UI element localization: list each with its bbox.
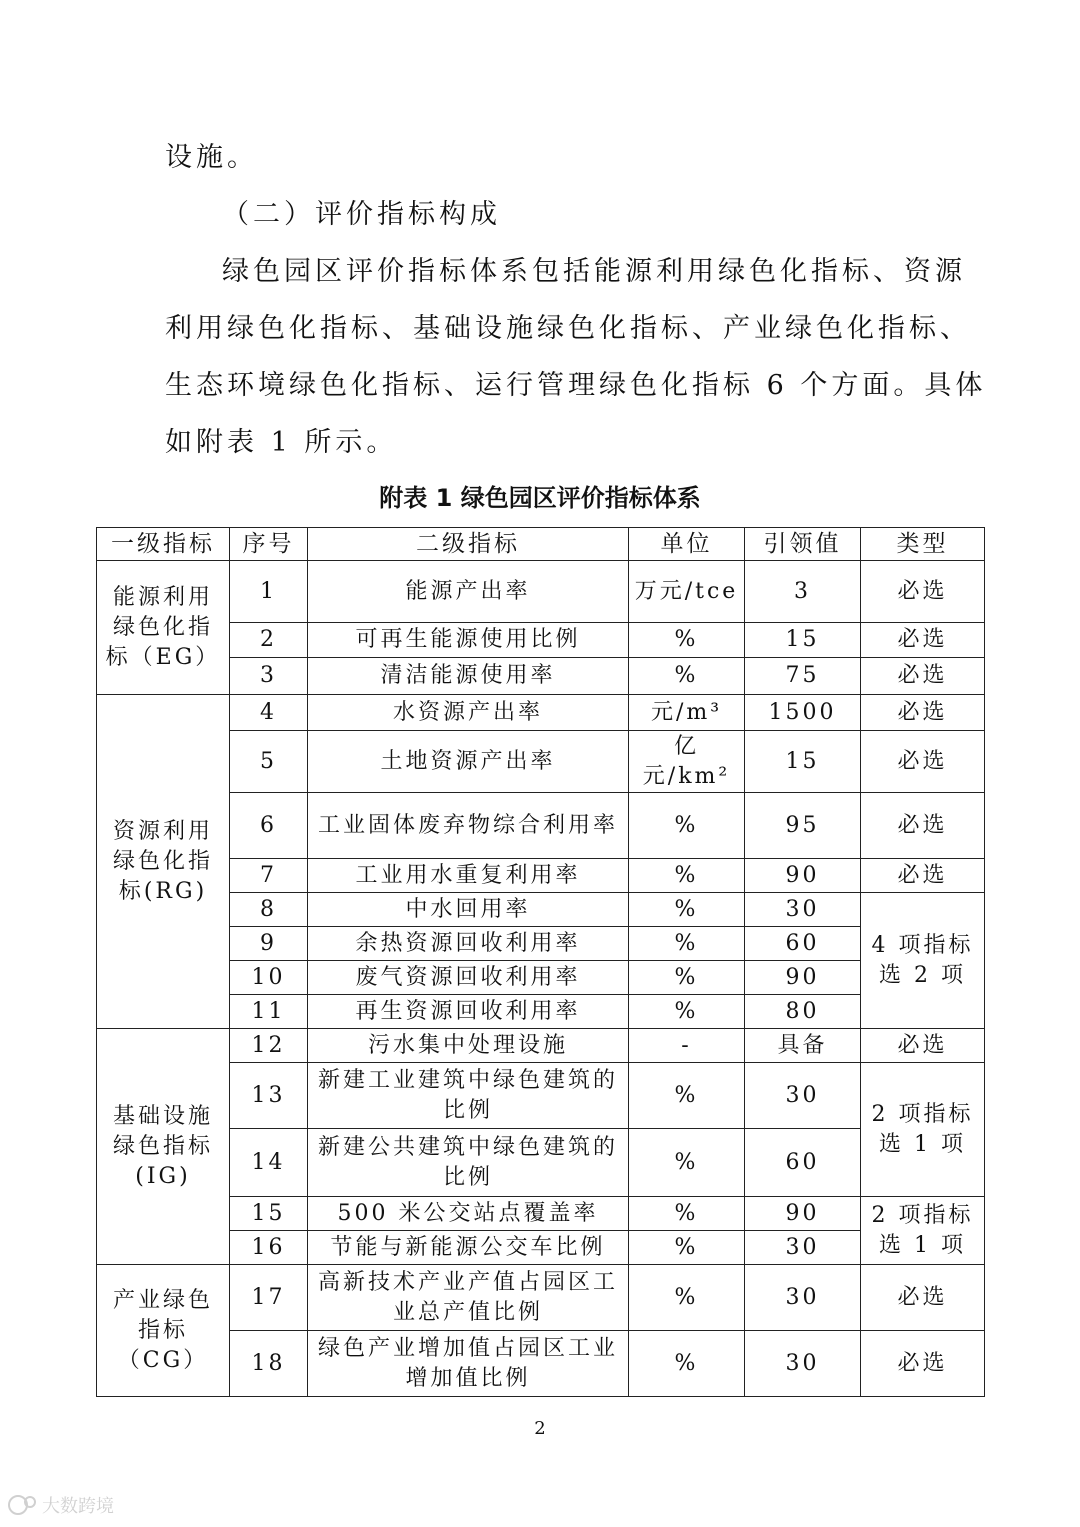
row-value: 90: [745, 961, 861, 995]
row-name: 余热资源回收利用率: [308, 927, 629, 961]
row-unit: %: [629, 1231, 745, 1265]
group-cell: 能源利用绿色化指标（EG）: [97, 561, 230, 695]
row-value: 1500: [745, 695, 861, 731]
row-unit: 元/m³: [629, 695, 745, 731]
row-no: 13: [230, 1063, 308, 1129]
row-unit: %: [629, 658, 745, 695]
row-value: 30: [745, 1331, 861, 1397]
row-no: 8: [230, 893, 308, 927]
row-name: 500 米公交站点覆盖率: [308, 1197, 629, 1231]
row-unit: %: [629, 927, 745, 961]
row-unit: %: [629, 1265, 745, 1331]
row-no: 2: [230, 623, 308, 658]
row-no: 11: [230, 995, 308, 1029]
row-unit: %: [629, 893, 745, 927]
row-type: 必选: [861, 623, 985, 658]
row-no: 4: [230, 695, 308, 731]
table-row: [97, 1129, 985, 1197]
row-unit: 亿元/km²: [629, 731, 745, 793]
header-level2: 二级指标: [308, 528, 629, 561]
row-name: 废气资源回收利用率: [308, 961, 629, 995]
row-type: 必选: [861, 695, 985, 731]
table-row: [97, 1063, 985, 1129]
row-type: 2 项指标选 1 项: [861, 1197, 985, 1265]
row-no: 9: [230, 927, 308, 961]
row-unit: %: [629, 961, 745, 995]
table-row: [97, 1331, 985, 1397]
table-row: [97, 561, 985, 623]
row-value: 3: [745, 561, 861, 623]
row-value: 90: [745, 1197, 861, 1231]
row-no: 1: [230, 561, 308, 623]
row-name: 污水集中处理设施: [308, 1029, 629, 1063]
row-name: 土地资源产出率: [308, 731, 629, 793]
table-row: [97, 623, 985, 658]
row-value: 15: [745, 623, 861, 658]
row-unit: %: [629, 1063, 745, 1129]
table-row: [97, 927, 985, 961]
row-unit: %: [629, 995, 745, 1029]
row-unit: -: [629, 1029, 745, 1063]
row-name: 新建公共建筑中绿色建筑的比例: [308, 1129, 629, 1197]
row-no: 12: [230, 1029, 308, 1063]
row-value: 30: [745, 1265, 861, 1331]
row-no: 17: [230, 1265, 308, 1331]
row-value: 30: [745, 893, 861, 927]
row-unit: %: [629, 623, 745, 658]
row-name: 中水回用率: [308, 893, 629, 927]
table-row: [97, 1231, 985, 1265]
table-row: [97, 793, 985, 859]
row-value: 75: [745, 658, 861, 695]
row-name: 可再生能源使用比例: [308, 623, 629, 658]
row-type: 必选: [861, 859, 985, 893]
header-level1: 一级指标: [97, 528, 230, 561]
group-cell: 产业绿色指标（CG）: [97, 1265, 230, 1397]
row-value: 80: [745, 995, 861, 1029]
row-no: 18: [230, 1331, 308, 1397]
row-value: 15: [745, 731, 861, 793]
watermark-logo: [6, 1491, 156, 1519]
row-type: 必选: [861, 1029, 985, 1063]
table-header-row: [97, 528, 985, 561]
group-cell: 资源利用绿色化指标(RG): [97, 695, 230, 1029]
row-name: 节能与新能源公交车比例: [308, 1231, 629, 1265]
row-unit: %: [629, 1197, 745, 1231]
row-type: 必选: [861, 658, 985, 695]
row-name: 高新技术产业产值占园区工业总产值比例: [308, 1265, 629, 1331]
row-no: 6: [230, 793, 308, 859]
table-row: [97, 995, 985, 1029]
row-name: 水资源产出率: [308, 695, 629, 731]
row-type: 必选: [861, 561, 985, 623]
row-unit: %: [629, 1129, 745, 1197]
row-no: 15: [230, 1197, 308, 1231]
table-row: [97, 1029, 985, 1063]
section-heading: （二）评价指标构成: [222, 199, 501, 230]
row-name: 能源产出率: [308, 561, 629, 623]
row-unit: 万元/tce: [629, 561, 745, 623]
row-name: 工业固体废弃物综合利用率: [308, 793, 629, 859]
paragraph-line: 如附表 1 所示。: [165, 427, 398, 458]
header-unit: 单位: [629, 528, 745, 561]
row-name: 清洁能源使用率: [308, 658, 629, 695]
paragraph-line: 设施。: [165, 142, 258, 173]
group-cell: 基础设施绿色指标(IG): [97, 1029, 230, 1265]
header-no: 序号: [230, 528, 308, 561]
table-row: [97, 658, 985, 695]
table-row: [97, 893, 985, 927]
row-no: 5: [230, 731, 308, 793]
row-type: 2 项指标选 1 项: [861, 1063, 985, 1197]
header-type: 类型: [861, 528, 985, 561]
row-name: 再生资源回收利用率: [308, 995, 629, 1029]
row-no: 7: [230, 859, 308, 893]
paragraph-line: 生态环境绿色化指标、运行管理绿色化指标 6 个方面。具体: [165, 370, 987, 401]
row-no: 14: [230, 1129, 308, 1197]
table-row: [97, 1197, 985, 1231]
row-value: 30: [745, 1231, 861, 1265]
table-row: [97, 695, 985, 731]
row-value: 95: [745, 793, 861, 859]
paragraph-line: 利用绿色化指标、基础设施绿色化指标、产业绿色化指标、: [165, 313, 971, 344]
table-caption: 附表 1 绿色园区评价指标体系: [379, 484, 701, 512]
row-type: 必选: [861, 731, 985, 793]
row-type: 必选: [861, 793, 985, 859]
page-number: 2: [534, 1418, 546, 1439]
table-row: [97, 961, 985, 995]
row-type: 4 项指标选 2 项: [861, 893, 985, 1029]
row-value: 30: [745, 1063, 861, 1129]
row-name: 工业用水重复利用率: [308, 859, 629, 893]
indicator-table: [96, 527, 985, 1397]
row-value: 60: [745, 1129, 861, 1197]
row-unit: %: [629, 793, 745, 859]
row-unit: %: [629, 1331, 745, 1397]
row-type: 必选: [861, 1265, 985, 1331]
row-unit: %: [629, 859, 745, 893]
row-no: 10: [230, 961, 308, 995]
row-value: 60: [745, 927, 861, 961]
table-row: [97, 859, 985, 893]
table-row: [97, 731, 985, 793]
row-name: 新建工业建筑中绿色建筑的比例: [308, 1063, 629, 1129]
row-value: 90: [745, 859, 861, 893]
row-type: 必选: [861, 1331, 985, 1397]
header-value: 引领值: [745, 528, 861, 561]
row-no: 3: [230, 658, 308, 695]
row-name: 绿色产业增加值占园区工业增加值比例: [308, 1331, 629, 1397]
svg-text:大数跨境: 大数跨境: [42, 1496, 114, 1517]
row-no: 16: [230, 1231, 308, 1265]
table-row: [97, 1265, 985, 1331]
paragraph-line: 绿色园区评价指标体系包括能源利用绿色化指标、资源: [222, 256, 966, 287]
row-value: 具备: [745, 1029, 861, 1063]
